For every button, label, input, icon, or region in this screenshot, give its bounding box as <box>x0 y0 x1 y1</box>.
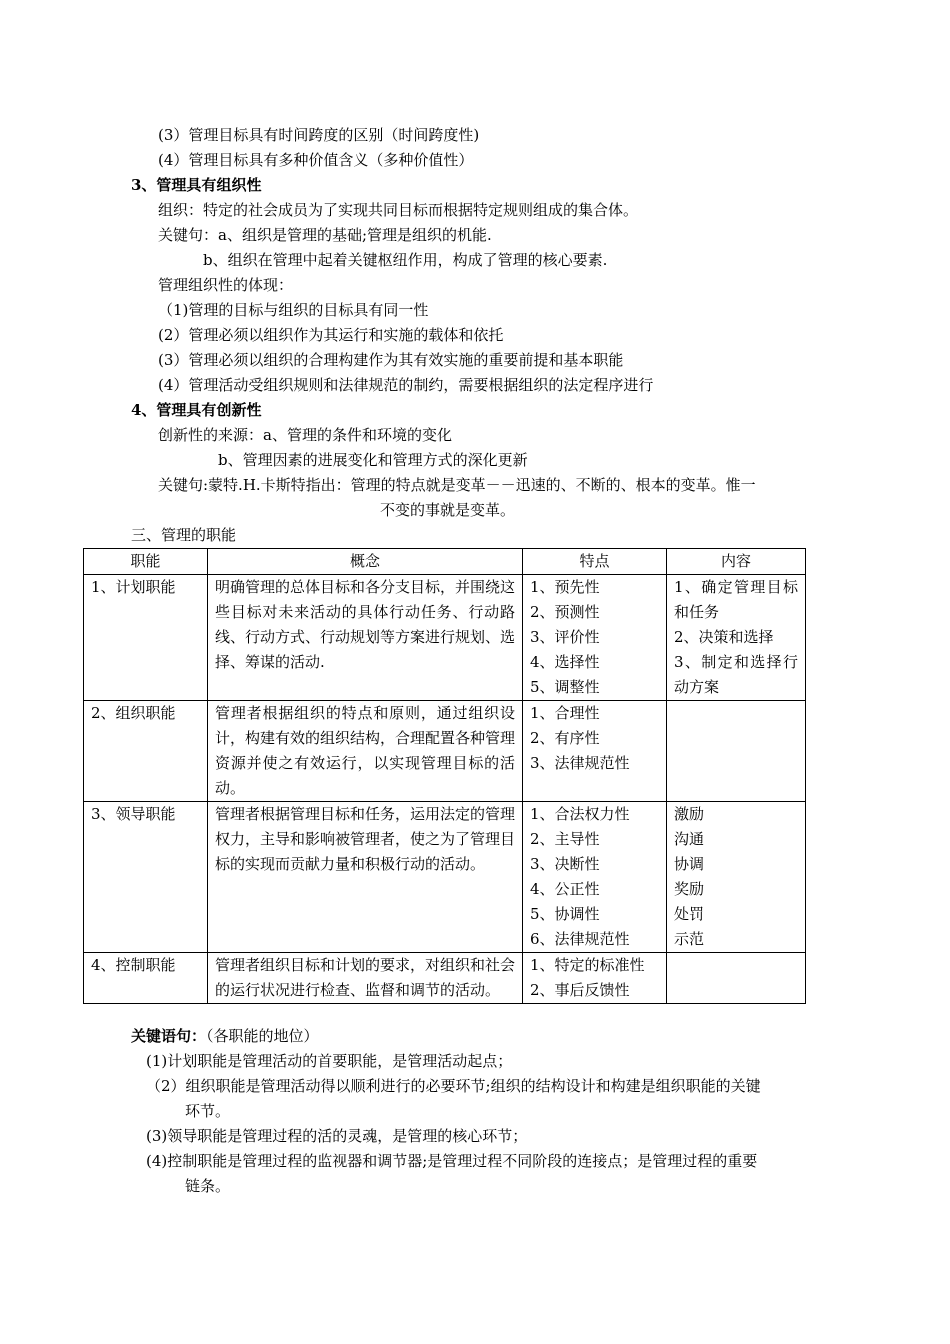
key-sentence-4: (4)控制职能是管理过程的监视器和调节器;是管理过程不同阶段的连接点；是管理过程的重要 <box>146 1152 758 1170</box>
feature-item: 2、事后反馈性 <box>530 981 630 999</box>
feature-item: 2、主导性 <box>530 830 600 848</box>
table-row <box>84 802 806 953</box>
function-features <box>523 575 667 701</box>
header-function: 职能 <box>84 549 208 575</box>
function-content <box>667 575 806 701</box>
function-concept: 管理者根据组织的特点和原则，通过组织设计，构建有效的组织结构，合理配置各种管理资源并使之有效运行，以实现管理目标的活动。 <box>208 701 523 802</box>
kast-quote-line-2: 不变的事就是变革。 <box>380 501 516 519</box>
content-item: 3、制定和选择行动方案 <box>674 653 798 696</box>
table-row <box>84 701 806 802</box>
content-item: 奖励 <box>674 880 705 898</box>
feature-item: 3、法律规范性 <box>530 754 630 772</box>
feature-item: 5、协调性 <box>530 905 600 923</box>
functions-section-title: 三、管理的职能 <box>131 526 237 544</box>
function-content <box>667 802 806 953</box>
header-content: 内容 <box>667 549 806 575</box>
content-item: 示范 <box>674 930 705 948</box>
content-item: 1、确定管理目标和任务 <box>674 578 798 621</box>
manifestation-item-2: (2）管理必须以组织作为其运行和实施的载体和依托 <box>158 326 504 344</box>
feature-item: 4、选择性 <box>530 653 600 671</box>
intro-line-3: (3）管理目标具有时间跨度的区别（时间跨度性) <box>158 126 480 144</box>
key-sentences-heading <box>131 1024 319 1049</box>
table-header-row <box>84 549 806 575</box>
function-concept: 明确管理的总体目标和各分支目标，并围绕这些目标对未来活动的具体行动任务、行动路线、行动方式、行动规划等方案进行规划、选择、筹谋的活动. <box>208 575 523 701</box>
content-item: 处罚 <box>674 905 705 923</box>
innovation-source-b: b、管理因素的进展变化和管理方式的深化更新 <box>218 451 528 469</box>
feature-item: 1、合法权力性 <box>530 805 630 823</box>
innovation-source-a: 创新性的来源：a、管理的条件和环境的变化 <box>158 426 452 444</box>
function-content <box>667 953 806 1004</box>
function-features <box>523 701 667 802</box>
intro-line-4: (4）管理目标具有多种价值含义（多种价值性） <box>158 151 474 169</box>
feature-item: 5、调整性 <box>530 678 600 696</box>
feature-item: 2、预测性 <box>530 603 600 621</box>
function-content <box>667 701 806 802</box>
key-sentences-note: （各职能的地位） <box>206 1027 319 1045</box>
function-name: 2、组织职能 <box>84 701 208 802</box>
content-item: 2、决策和选择 <box>674 628 774 646</box>
manifestation-item-4: (4）管理活动受组织规则和法律规范的制约，需要根据组织的法定程序进行 <box>158 376 654 394</box>
organization-definition: 组织：特定的社会成员为了实现共同目标而根据特定规则组成的集合体。 <box>158 201 639 219</box>
key-sentence-2-cont: 环节。 <box>185 1102 231 1120</box>
key-sentence-3: (3)领导职能是管理过程的活的灵魂，是管理的核心环节； <box>146 1127 528 1145</box>
key-sentences-label: 关键语句： <box>131 1027 207 1045</box>
feature-item: 1、合理性 <box>530 704 600 722</box>
header-features: 特点 <box>523 549 667 575</box>
feature-item: 3、评价性 <box>530 628 600 646</box>
feature-item: 1、预先性 <box>530 578 600 596</box>
key-sentence-1: (1)计划职能是管理活动的首要职能，是管理活动起点； <box>146 1052 513 1070</box>
key-sentence-2: （2）组织职能是管理活动得以顺利进行的必要环节;组织的结构设计和构建是组织职能的关键 <box>146 1077 761 1095</box>
section-3-heading: 3、管理具有组织性 <box>131 176 262 194</box>
manifestation-item-1: （1)管理的目标与组织的目标具有同一性 <box>158 301 429 319</box>
feature-item: 4、公正性 <box>530 880 600 898</box>
feature-item: 3、决断性 <box>530 855 600 873</box>
manifestation-title: 管理组织性的体现： <box>158 276 294 294</box>
section-4-heading: 4、管理具有创新性 <box>131 401 262 419</box>
key-sentence-b: b、组织在管理中起着关键枢纽作用，构成了管理的核心要素. <box>203 251 608 269</box>
manifestation-item-3: (3）管理必须以组织的合理构建作为其有效实施的重要前提和基本职能 <box>158 351 624 369</box>
feature-item: 1、特定的标准性 <box>530 956 645 974</box>
key-sentence-a: 关键句：a、组织是管理的基础;管理是组织的机能. <box>158 226 492 244</box>
function-concept: 管理者根据管理目标和任务，运用法定的管理权力，主导和影响被管理者，使之为了管理目标的实现而贡献力量和积极行动的活动。 <box>208 802 523 953</box>
header-concept: 概念 <box>208 549 523 575</box>
feature-item: 2、有序性 <box>530 729 600 747</box>
table-row <box>84 953 806 1004</box>
feature-item: 6、法律规范性 <box>530 930 630 948</box>
function-features <box>523 802 667 953</box>
management-functions-table <box>83 548 806 1004</box>
content-item: 激励 <box>674 805 705 823</box>
table-row <box>84 575 806 701</box>
content-item: 沟通 <box>674 830 705 848</box>
kast-quote-line-1: 关键句:蒙特.H.卡斯特指出：管理的特点就是变革－－迅速的、不断的、根本的变革。惟一 <box>158 476 756 494</box>
content-item: 协调 <box>674 855 705 873</box>
function-name: 4、控制职能 <box>84 953 208 1004</box>
function-features <box>523 953 667 1004</box>
key-sentence-4-cont: 链条。 <box>185 1177 231 1195</box>
function-name: 1、计划职能 <box>84 575 208 701</box>
function-name: 3、领导职能 <box>84 802 208 953</box>
function-concept: 管理者组织目标和计划的要求，对组织和社会的运行状况进行检查、监督和调节的活动。 <box>208 953 523 1004</box>
